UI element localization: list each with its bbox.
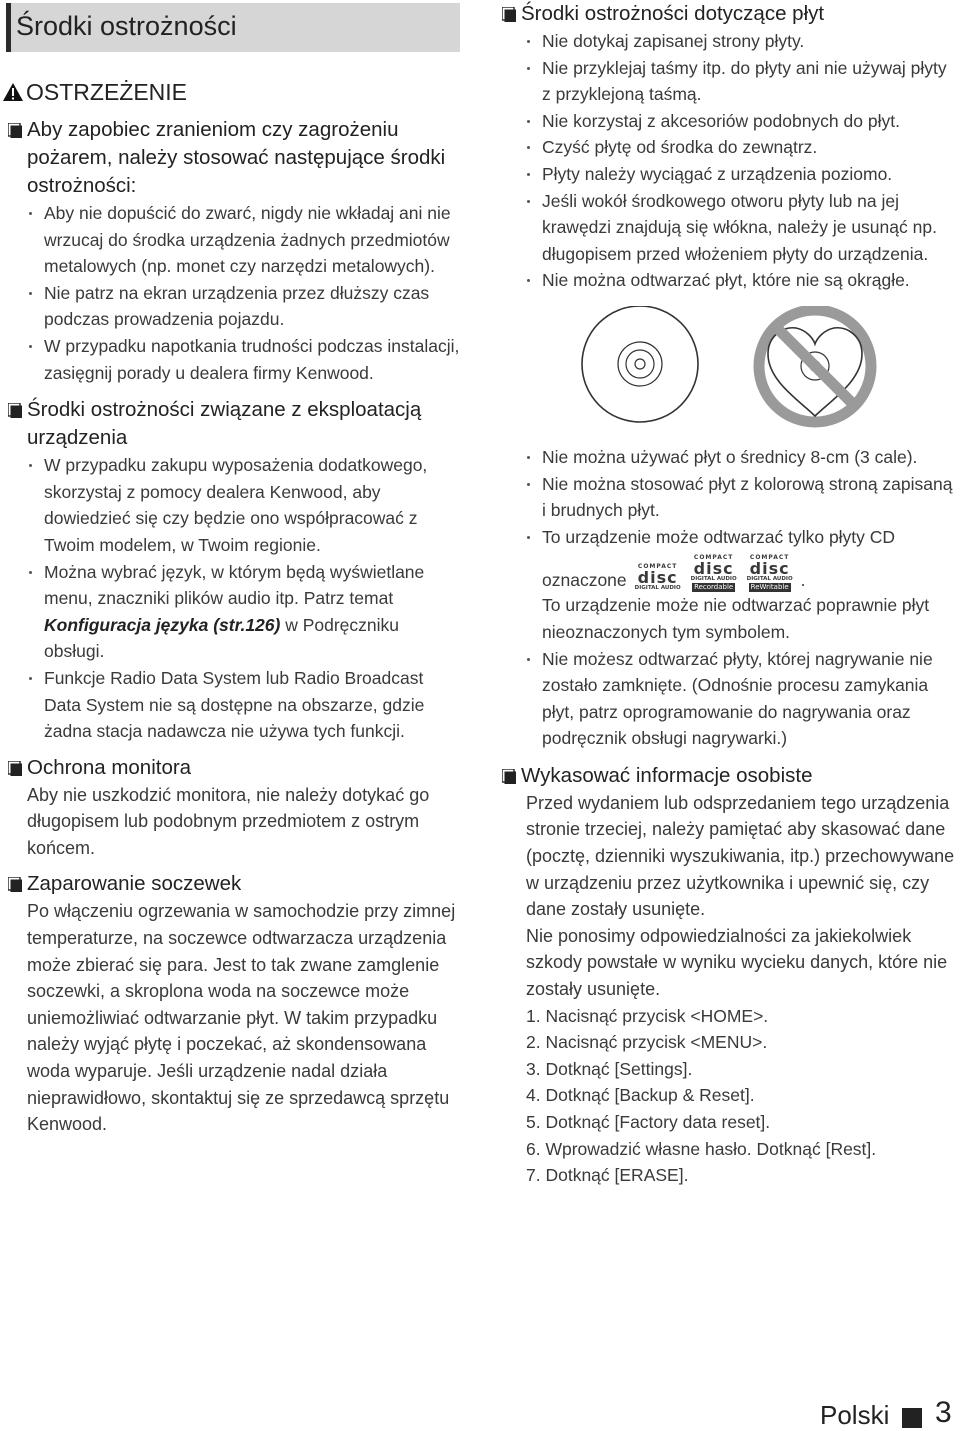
logo-sub-text: DIGITAL AUDIO: [746, 576, 793, 583]
discs-list-top: [500, 28, 956, 294]
round-disc-icon: [582, 306, 698, 422]
operation-heading: [6, 396, 462, 452]
discs-list-bottom: [500, 444, 956, 550]
page-title: Środki ostrożności: [16, 11, 237, 41]
section-marker-icon: [8, 123, 22, 138]
cd-logos: [542, 554, 956, 592]
list-item: Nie przyklejaj taśmy itp. do płyty ani nie używaj płyty z przyklejoną taśmą.: [542, 55, 956, 108]
disc-diagram: [500, 306, 956, 444]
cd-da-logo: [633, 563, 683, 592]
section-marker-icon: [502, 769, 516, 784]
reset-steps: [500, 1003, 956, 1189]
logo-disc-text: disc: [693, 559, 734, 579]
list-item: 1. Nacisnąć przycisk <HOME>.: [526, 1005, 769, 1026]
discs-list-last: [500, 646, 956, 752]
lens-heading: [6, 870, 462, 898]
list-item: To urządzenie może odtwarzać tylko płyty CD: [542, 524, 956, 551]
cd-logo-row: [500, 554, 956, 645]
logo-compact-text: COMPACT: [749, 554, 790, 562]
page-number: 3: [935, 1396, 952, 1429]
logo-badge-text: Recordable: [694, 583, 734, 592]
list-item: Nie patrz na ekran urządzenia przez dłuższy czas podczas prowadzenia pojazdu.: [44, 280, 462, 333]
list-item: Nie można używać płyt o średnicy 8-cm (3 cale).: [542, 444, 956, 471]
monitor-heading: [6, 754, 462, 782]
list-item: 7. Dotknąć [ERASE].: [526, 1165, 689, 1186]
logo-disc-text: disc: [637, 568, 678, 588]
personal-heading: [500, 762, 956, 790]
footer-language: Polski: [820, 1400, 890, 1430]
logo-badge-text: ReWritable: [750, 583, 789, 592]
cd-rw-logo: [745, 554, 795, 592]
personal-heading-text: Wykasować informacje osobiste: [521, 763, 813, 787]
list-item: Nie można odtwarzać płyt, które nie są okrągłe.: [542, 267, 956, 294]
list-item: W przypadku napotkania trudności podczas instalacji, zasięgnij porady u dealera firmy Kenwood.: [44, 333, 462, 386]
prohibited-heart-disc-icon: [759, 310, 871, 422]
left-column: [6, 0, 462, 1138]
discs-heading: [500, 0, 956, 28]
section-marker-icon: [502, 7, 516, 22]
lens-text: Po włączeniu ogrzewania w samochodzie przy zimnej temperaturze, na soczewce odtwarzacza urządzenia może zbierać się para. Jest to tak zwane zamglenie soczewki, a skroplona woda na soczewce może uniemożliwiać odtwarzanie płyt. W takim przypadku należy wyjąć płytę i poczekać, aż skondensowana woda wyparuje. Jeśli urządzenie nadal działa nieprawidłowo, skontaktuj się ze sprzedawcą sprzętu Kenwood.: [27, 901, 456, 1135]
list-item: Funkcje Radio Data System lub Radio Broadcast Data System nie są dostępne na obszarze, gdzie żadna stacja nadawcza nie używa tych funkcji.: [44, 665, 462, 745]
logo-sub-text: DIGITAL AUDIO: [634, 585, 681, 592]
list-item: Nie dotykaj zapisanej strony płyty.: [542, 28, 956, 55]
monitor-text: Aby nie uszkodzić monitora, nie należy dotykać go długopisem lub podobnym przedmiotem z ostrym końcem.: [27, 784, 430, 858]
marked-label: oznaczone: [542, 570, 627, 591]
logo-sub-text: DIGITAL AUDIO: [690, 576, 737, 583]
warning-triangle-icon: [2, 82, 24, 102]
logo-compact-text: COMPACT: [693, 554, 734, 562]
section-marker-icon: [8, 761, 22, 776]
warning-text: OSTRZEŻENIE: [26, 78, 188, 105]
section-marker-icon: [8, 877, 22, 892]
logo-disc-text: disc: [749, 559, 790, 579]
personal-para1: Przed wydaniem lub odsprzedaniem tego urządzenia stronie trzeciej, należy pamiętać aby skasować dane (pocztę, dzienniki wyszukiwania, itp.) przechowywane w urządzeniu przez użytkownika i upewnić się, czy dane zostały usunięte.: [526, 792, 955, 920]
disc-illustrations: [500, 306, 956, 444]
operation-list: [6, 452, 462, 745]
personal-para2: Nie ponosimy odpowiedzialności za jakiekolwiek szkody powstałe w wyniku wycieku danych, które nie zostały usunięte.: [526, 925, 948, 1000]
marked-note: To urządzenie może nie odtwarzać poprawnie płyt nieoznaczonych tym symbolem.: [542, 595, 930, 642]
marked-suffix: .: [800, 570, 806, 591]
warning-heading-text: Aby zapobiec zranieniom czy zagrożeniu pożarem, należy stosować następujące środki ostrożności:: [27, 118, 446, 197]
logo-compact-text: COMPACT: [637, 563, 678, 571]
list-item: 5. Dotknąć [Factory data reset].: [526, 1112, 771, 1132]
operation-heading-text: Środki ostrożności związane z eksploatacją urządzenia: [27, 398, 422, 450]
list-item: Czyść płytę od środka do zewnątrz.: [542, 134, 956, 161]
section-marker-icon: [8, 403, 22, 418]
warning-heading: [6, 116, 462, 200]
list-item: 4. Dotknąć [Backup & Reset].: [526, 1085, 755, 1106]
lens-heading-text: Zaparowanie soczewek: [27, 872, 242, 896]
list-item: 6. Wprowadzić własne hasło. Dotknąć [Rest].: [526, 1138, 877, 1159]
warning-label: [2, 78, 462, 106]
language-settings-link[interactable]: Konfiguracja języka (str.126): [44, 614, 281, 635]
right-column: [500, 0, 956, 1189]
list-item: 3. Dotknąć [Settings].: [526, 1058, 693, 1079]
list-item: Nie korzystaj z akcesoriów podobnych do płyt.: [542, 108, 956, 135]
warning-list: [6, 200, 462, 386]
list-item: Nie można stosować płyt z kolorową stroną zapisaną i brudnych płyt.: [542, 471, 956, 524]
page-title-bar: [6, 3, 460, 52]
language-note-suffix: w Podręczniku obsługi.: [44, 614, 400, 662]
list-item: Jeśli wokół środkowego otworu płyty lub na jej krawędzi znajdują się włókna, należy je usunąć np. długopisem przed włożeniem płyty do urządzenia.: [542, 188, 956, 268]
discs-heading-text: Środki ostrożności dotyczące płyt: [521, 2, 825, 25]
footer-square-icon: [902, 1408, 922, 1428]
monitor-heading-text: Ochrona monitora: [27, 755, 192, 779]
list-item: Nie możesz odtwarzać płyty, której nagrywanie nie zostało zamknięte. (Odnośnie procesu zamykania płyt, patrz oprogramowanie do nagrywania oraz podręcznik obsługi nagrywarki.): [542, 646, 956, 752]
list-item: [44, 559, 462, 665]
list-item: W przypadku zakupu wyposażenia dodatkowego, skorzystaj z pomocy dealera Kenwood, aby dowiedzieć się czy będzie ono współpracować z Twoim modelem, w Twoim regionie.: [44, 452, 462, 558]
cd-r-logo: [689, 554, 739, 592]
list-item: Płyty należy wyciągać z urządzenia poziomo.: [542, 161, 956, 188]
list-item: Aby nie dopuścić do zwarć, nigdy nie wkładaj ani nie wrzucaj do środka urządzenia żadnych przedmiotów metalowych (np. monet czy narzędzi metalowych).: [44, 200, 462, 280]
list-item: 2. Nacisnąć przycisk <MENU>.: [526, 1032, 768, 1053]
language-note-text: Można wybrać język, w którym będą wyświetlane menu, znaczniki plików audio itp. Patrz temat: [44, 561, 425, 609]
